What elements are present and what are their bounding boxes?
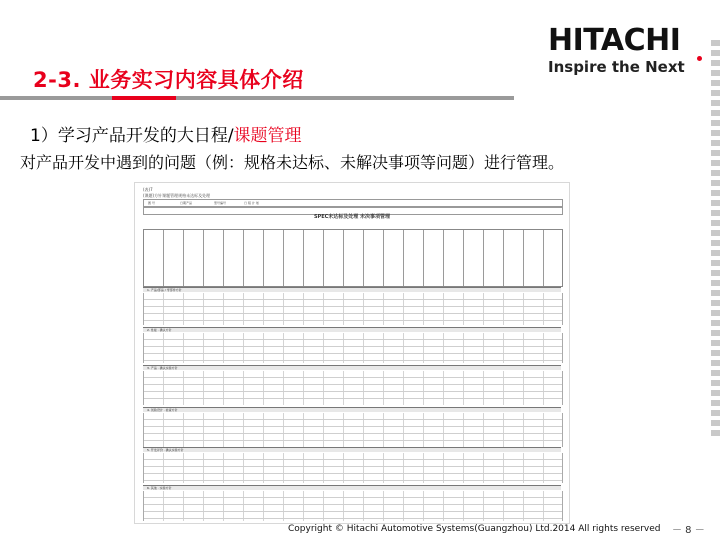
spreadsheet-image xyxy=(134,182,570,524)
copyright-footer: Copyright © Hitachi Automotive Systems(Guangzhou) Ltd.2014 All rights reserved xyxy=(288,524,661,534)
sheet-section: 4. 试验设计 · 检查方针 xyxy=(143,407,561,412)
side-decoration xyxy=(711,40,720,440)
sheet-info-row xyxy=(143,199,563,207)
sheet-grid xyxy=(143,293,563,325)
title-underline xyxy=(0,96,514,100)
sheet-header xyxy=(143,187,210,199)
sheet-grid xyxy=(143,333,563,363)
sheet-header-line: (表)7 xyxy=(143,187,153,192)
logo-tagline: Inspire the Next xyxy=(548,58,685,76)
section-subtitle xyxy=(30,121,302,146)
sheet-grid xyxy=(143,491,563,521)
page-number: － 8 － xyxy=(672,525,705,536)
title-underline-accent xyxy=(112,96,176,100)
sheet-section: 2. 性能 · 确认方针 xyxy=(143,327,561,332)
sheet-section: 3. 产品 · 确认实验方针 xyxy=(143,365,561,370)
sheet-section: 6. 其他 · 实验方针 xyxy=(143,485,561,490)
sheet-cell: 日 程 计 划 xyxy=(244,201,259,205)
sheet-section: 5. 开发评价 · 确认实验方针 xyxy=(143,447,561,452)
sheet-cell: 图 号 xyxy=(148,201,155,205)
subtitle-highlight: 课题管理 xyxy=(233,126,302,146)
sheet-grid xyxy=(143,413,563,447)
sheet-header-line: (课题)方针课题管理规格未达标及处理 xyxy=(143,193,211,198)
hitachi-logo xyxy=(548,23,708,76)
sheet-column-header xyxy=(143,229,563,287)
description: 对产品开发中遇到的问题（例：规格未达标、未解决事项等问题）进行管理。 xyxy=(20,153,565,172)
sheet-grid xyxy=(143,453,563,483)
logo-dot-icon xyxy=(697,56,702,61)
sheet-cell: 型号编号 xyxy=(214,201,227,205)
sheet-table-title: SPEC未达标及处理 未决事项管理 xyxy=(313,214,391,220)
sheet-grid xyxy=(143,371,563,405)
sheet-section: 1. 产品/部品 / 零部件方针 xyxy=(143,287,561,292)
logo-wordmark: HITACHI xyxy=(548,23,681,58)
sheet-cell: 日期产品 xyxy=(180,201,193,205)
slide-title: 2-3. 业务实习内容具体介绍 xyxy=(33,68,304,92)
subtitle-prefix: 1）学习产品开发的大日程/ xyxy=(30,126,234,146)
